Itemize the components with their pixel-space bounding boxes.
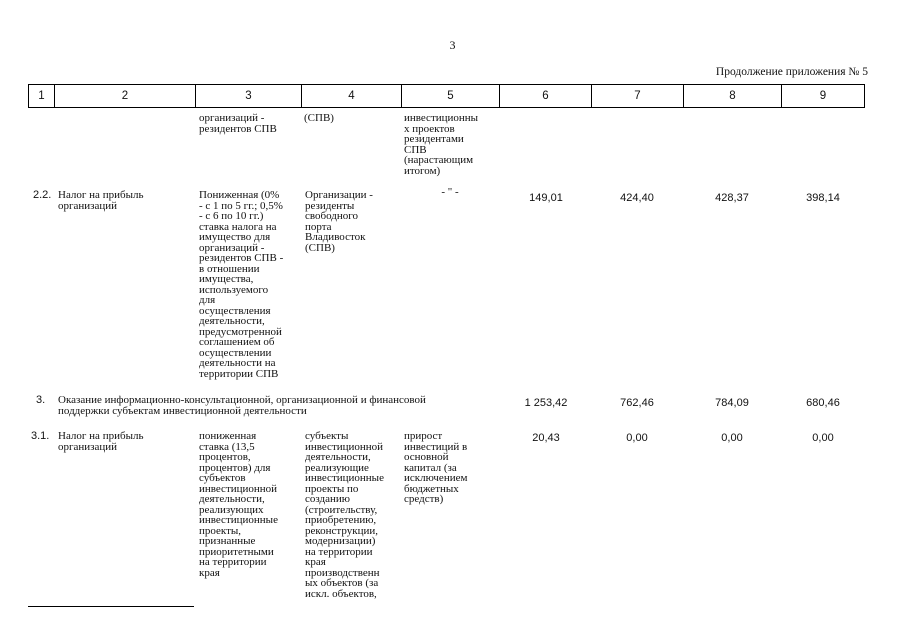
row-value-8: 428,37 [715,192,749,204]
footnote-separator [28,606,194,607]
row-number: 3. [36,394,46,406]
row-recipients: субъекты инвестиционной деятельности, реализующие инвестиционные проекты по созданию (строительству, приобретению, реконструкции, модернизации) на территории края производственн ых объектов (за искл. объектов, [305,430,384,600]
carryover-col5: инвестиционны х проектов резидентами СПВ (нарастающим итогом) [404,112,479,177]
header-col-2: 2 [55,85,196,107]
row-value-8: 0,00 [721,432,743,444]
row-value-9: 398,14 [806,192,840,204]
row-name: Налог на прибыль организаций [58,430,144,453]
header-col-3: 3 [196,85,302,107]
header-col-4: 4 [302,85,402,107]
row-value-7: 0,00 [626,432,648,444]
continuation-note: Продолжение приложения № 5 [715,66,868,78]
row-name: Налог на прибыль организаций [58,189,144,212]
row-description: пониженная ставка (13,5 процентов, процентов) для субъектов инвестиционной деятельности, реализующих инвестиционные проекты, признанные приоритетными на территории края [199,430,278,579]
row-indicator: прирост инвестиций в основной капитал (за исключением бюджетных средств) [404,430,468,505]
header-col-9: 9 [819,90,827,102]
row-indicator: - " - [441,186,459,198]
row-value-6: 149,01 [529,192,563,204]
carryover-col4: (СПВ) [304,112,334,124]
header-col-1: 1 [29,85,55,107]
row-recipients: Организации - резиденты свободного порта Владивосток (СПВ) [305,189,373,254]
row-name: Оказание информационно-консультационной, организационной и финансовой поддержки субъектам инвестиционной деятельности [58,394,426,417]
page-number: 3 [449,38,456,52]
header-col-8: 8 [684,85,782,107]
row-value-6: 1 253,42 [524,397,568,409]
row-value-9: 0,00 [812,432,834,444]
row-value-6: 20,43 [532,432,560,444]
row-value-8: 784,09 [715,397,749,409]
row-value-9: 680,46 [806,397,840,409]
header-col-7: 7 [592,85,684,107]
row-number: 3.1. [31,430,50,442]
row-value-7: 762,46 [620,397,654,409]
carryover-col3: организаций - резидентов СПВ [199,112,277,135]
table-header-row [28,84,865,108]
header-col-5: 5 [402,85,500,107]
row-description: Пониженная (0% - с 1 по 5 гг.; 0,5% - с 6 по 10 гг.) ставка налога на имущество для организаций - резидентов СПВ - в отношении имущества, используемого для осуществления деятельности, предусмотренной соглашением об осуществлении деятельности на территории СПВ [199,189,284,380]
row-number: 2.2. [33,189,52,201]
row-value-7: 424,40 [620,192,654,204]
header-col-6: 6 [500,85,592,107]
